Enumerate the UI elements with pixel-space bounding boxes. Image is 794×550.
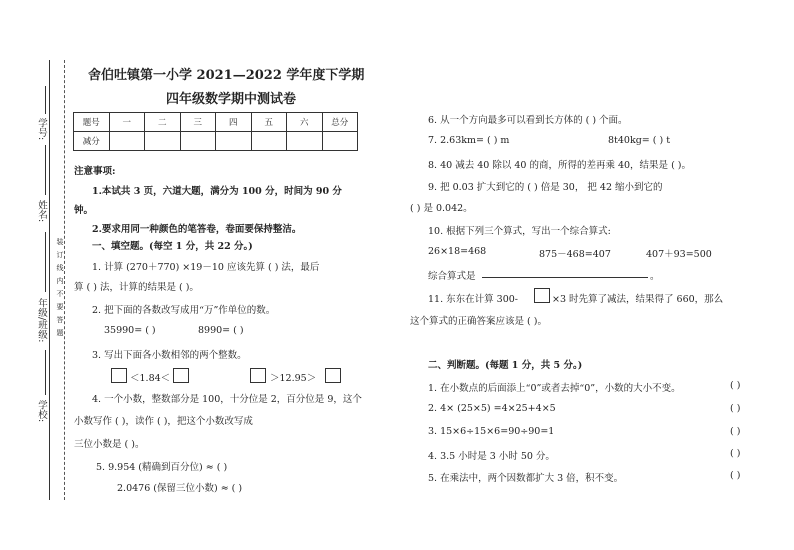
notes-heading: 注意事项: [74, 166, 116, 177]
school-field-line[interactable] [45, 350, 46, 395]
id-label: 学号: [36, 118, 47, 141]
answer-box[interactable] [250, 368, 266, 383]
part1-heading: 一、填空题。(每空 1 分，共 22 分。) [92, 241, 253, 252]
question-4: 4. 一个小数，整数部分是 100，十分位是 2，百分位是 9，这个 [92, 394, 362, 405]
judge-item-4: 4. 3.5 小时是 3 小时 50 分。 [428, 451, 555, 462]
judge-item-1: 1. 在小数点的后面添上“0”或者去掉“0”，小数的大小不变。 [428, 383, 681, 394]
question-3: 3. 写出下面各小数相邻的两个整数。 [92, 350, 247, 361]
question-2-a: 35990= ( ) [104, 325, 156, 336]
score-cell[interactable] [287, 132, 323, 151]
exam-subtitle: 四年级数学期中测试卷 [166, 92, 297, 107]
score-header-cell: 一 [109, 113, 145, 132]
note-2: 2.要求用同一种颜色的笔答卷，卷面要保持整洁。 [92, 224, 302, 235]
question-5-b: 2.0476 (保留三位小数) ≈ ( ) [117, 483, 243, 494]
question-7-a: 7. 2.63km= ( ) m [428, 135, 510, 146]
question-5: 5. 9.954 (精确到百分位) ≈ ( ) [96, 462, 228, 473]
question-1: 1. 计算 (270＋770) ×19－10 应该先算 ( ) 法，最后 [92, 262, 320, 273]
question-2: 2. 把下面的各数改写成用“万”作单位的数。 [92, 305, 276, 316]
question-3-b: ＞12.95＞ [270, 373, 317, 384]
answer-box[interactable] [173, 368, 189, 383]
question-1-cont: 算 ( ) 法，计算的结果是 ( )。 [74, 282, 199, 293]
score-cell[interactable] [251, 132, 287, 151]
question-10-eq2: 875－468=407 [539, 249, 611, 260]
judge-answer[interactable]: ( ) [730, 380, 741, 391]
score-cell[interactable] [180, 132, 216, 151]
part2-heading: 二、判断题。(每题 1 分，共 5 分。) [428, 360, 583, 371]
score-header-cell: 六 [287, 113, 323, 132]
question-9-cont: ( ) 是 0.042。 [410, 203, 473, 214]
note-1: 1.本试共 3 页，六道大题，满分为 100 分，时间为 90 分 [92, 186, 342, 197]
question-9: 9. 把 0.03 扩大到它的 ( ) 倍是 30， 把 42 缩小到它的 [428, 182, 663, 193]
question-11-cont: ×3 时先算了减法，结果得了 660，那么 [552, 294, 724, 305]
question-3-a: ＜1.84＜ [130, 373, 171, 384]
judge-item-3: 3. 15×6÷15×6=90÷90=1 [428, 426, 555, 437]
question-7-b: 8t40kg= ( ) t [608, 135, 671, 146]
question-11: 11. 东东在计算 300- [428, 294, 518, 305]
question-10-eq3: 407＋93=500 [646, 249, 712, 260]
score-cell[interactable] [109, 132, 145, 151]
score-header-cell: 五 [251, 113, 287, 132]
score-header-cell: 题号 [74, 113, 110, 132]
binding-line [49, 60, 50, 500]
score-table [73, 112, 358, 151]
question-4-cont: 小数写作 ( )，读作 ( )，把这个小数改写成 [74, 416, 253, 427]
question-10-end: 。 [650, 271, 660, 282]
answer-box[interactable] [534, 288, 550, 303]
judge-answer[interactable]: ( ) [730, 470, 741, 481]
name-field-line[interactable] [45, 145, 46, 195]
score-header-cell: 三 [180, 113, 216, 132]
score-header-cell: 总分 [322, 113, 358, 132]
id-field-line[interactable] [45, 86, 46, 114]
answer-box[interactable] [325, 368, 341, 383]
score-cell[interactable] [216, 132, 252, 151]
class-field-line[interactable] [45, 232, 46, 292]
name-label: 姓名: [36, 200, 47, 223]
answer-box[interactable] [111, 368, 127, 383]
score-cell[interactable] [145, 132, 181, 151]
binding-note: 装订线内不要答题 [56, 238, 64, 342]
class-label: 年级/班级: [36, 298, 47, 343]
question-8: 8. 40 减去 40 除以 40 的商，所得的差再乘 40，结果是 ( )。 [428, 160, 692, 171]
combined-formula-field[interactable] [482, 277, 648, 278]
note-1-cont: 钟。 [74, 205, 94, 216]
judge-answer[interactable]: ( ) [730, 426, 741, 437]
question-2-b: 8990= ( ) [198, 325, 244, 336]
question-6: 6. 从一个方向最多可以看到长方体的 ( ) 个面。 [428, 115, 628, 126]
question-11-line2: 这个算式的正确答案应该是 ( )。 [410, 316, 547, 327]
judge-answer[interactable]: ( ) [730, 403, 741, 414]
question-10-answer-label: 综合算式是 [428, 271, 476, 282]
score-header-cell: 四 [216, 113, 252, 132]
judge-answer[interactable]: ( ) [730, 448, 741, 459]
score-table-header-row [74, 113, 358, 132]
question-10: 10. 根据下列三个算式，写出一个综合算式: [428, 226, 611, 237]
score-row-label: 减分 [74, 132, 110, 151]
score-table-row [74, 132, 358, 151]
question-4-cont2: 三位小数是 ( )。 [74, 439, 145, 450]
score-header-cell: 二 [145, 113, 181, 132]
judge-item-2: 2. 4× (25×5) =4×25+4×5 [428, 403, 556, 414]
score-cell[interactable] [322, 132, 358, 151]
school-label: 学校: [36, 400, 47, 423]
judge-item-5: 5. 在乘法中，两个因数都扩大 3 倍，积不变。 [428, 473, 624, 484]
question-10-eq1: 26×18=468 [428, 246, 487, 257]
exam-title: 舍伯吐镇第一小学 2021—2022 学年度下学期 [88, 68, 365, 83]
